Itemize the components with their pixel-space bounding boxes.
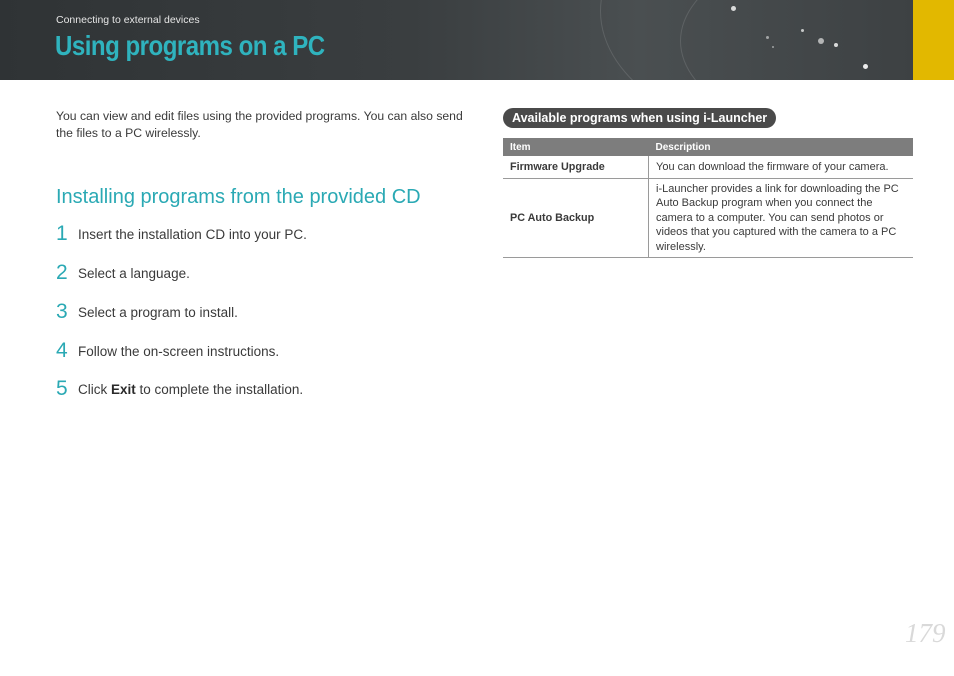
step-text: Follow the on-screen instructions. — [78, 343, 280, 359]
sparkle-icon — [834, 43, 838, 47]
sparkle-icon — [818, 38, 824, 44]
step-text-after: to complete the installation. — [135, 381, 304, 397]
programs-table — [503, 138, 913, 258]
column-header-description: Description — [649, 138, 914, 156]
step-number: 1 — [56, 222, 68, 245]
install-step — [56, 378, 303, 400]
programs-label: Available programs when using i-Launcher — [503, 108, 776, 128]
table-row — [503, 156, 913, 178]
step-text: Select a language. — [78, 265, 190, 281]
step-text-before: Click — [78, 381, 111, 397]
step-number: 2 — [56, 261, 68, 284]
description-cell: You can download the firmware of your camera. — [649, 156, 914, 178]
item-cell: Firmware Upgrade — [503, 156, 649, 178]
page-title: Using programs on a PC — [55, 30, 325, 61]
intro-paragraph: You can view and edit files using the provided programs. You can also send the files to a PC wirelessly. — [56, 109, 463, 140]
step-number: 3 — [56, 300, 68, 323]
step-number: 5 — [56, 377, 68, 400]
description-cell: i-Launcher provides a link for downloading the PC Auto Backup program when you connect the camera to a computer. You can send photos or videos that you captured with the camera to a PC wirelessly. — [649, 178, 914, 258]
sparkle-icon — [766, 36, 769, 39]
table-row — [503, 178, 913, 258]
sparkle-icon — [801, 29, 804, 32]
install-step — [56, 262, 190, 284]
sparkle-icon — [863, 64, 868, 69]
step-text — [78, 382, 303, 397]
header-banner — [0, 0, 913, 80]
step-number: 4 — [56, 339, 68, 362]
step-text: Select a program to install. — [78, 304, 238, 320]
sparkle-icon — [772, 46, 774, 48]
item-cell: PC Auto Backup — [503, 178, 649, 258]
install-step — [56, 301, 238, 323]
step-text: Insert the installation CD into your PC. — [78, 226, 307, 242]
section-heading: Installing programs from the provided CD — [56, 186, 421, 208]
install-step — [56, 340, 279, 362]
sparkle-icon — [731, 6, 736, 11]
page-number: 179 — [905, 618, 946, 648]
table-header-row — [503, 138, 913, 156]
decorative-swoosh — [680, 0, 913, 80]
column-header-item: Item — [503, 138, 649, 156]
install-step — [56, 223, 307, 245]
exit-label: Exit — [111, 381, 136, 397]
chapter-tab — [913, 0, 954, 80]
breadcrumb[interactable]: Connecting to external devices — [56, 14, 200, 26]
